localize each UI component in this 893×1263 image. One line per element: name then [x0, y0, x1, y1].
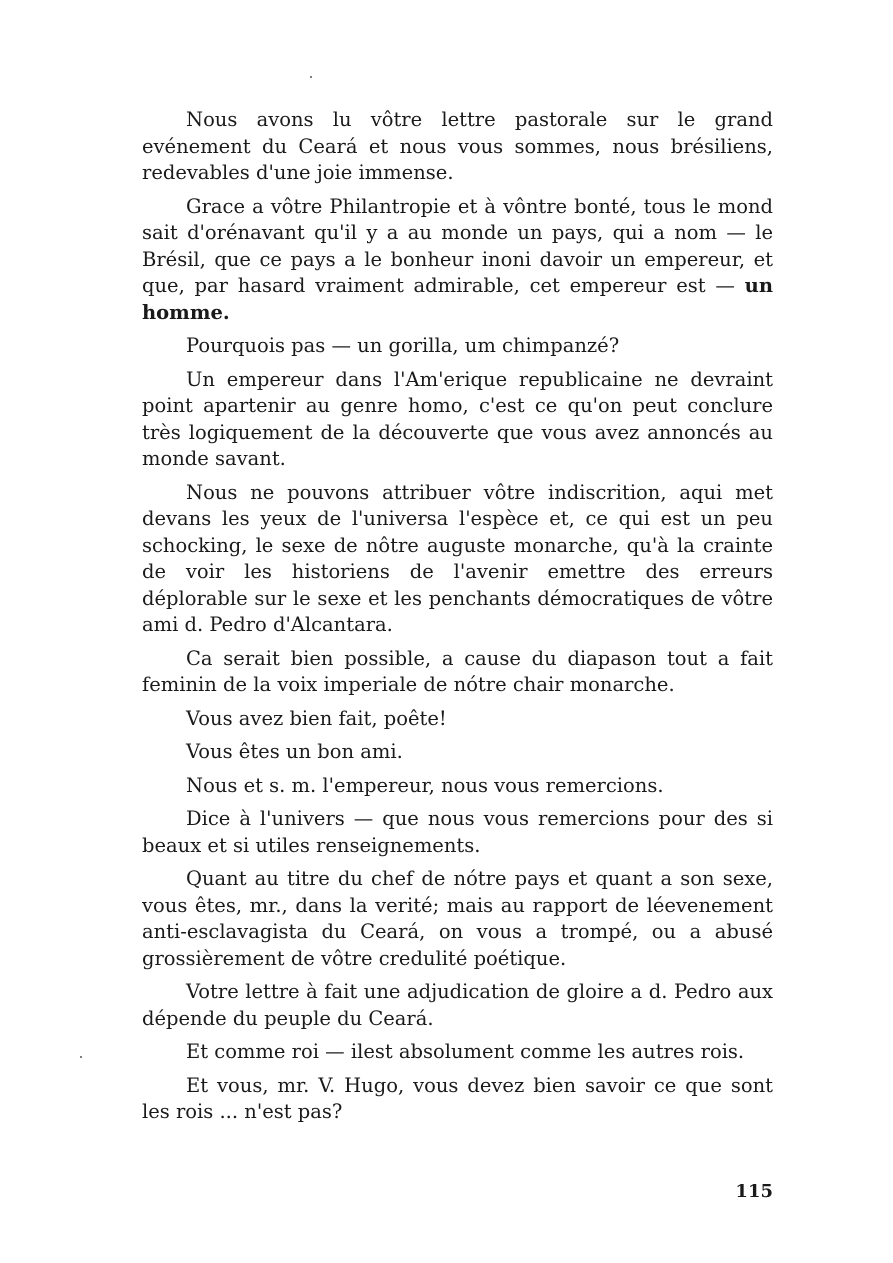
- paragraph-1: Nous avons lu vôtre lettre pastorale sur le grand evénement du Ceará et nous vous sommes, nous brésiliens, redevables d'une joie immense.: [142, 108, 773, 184]
- scan-speck: [80, 1056, 82, 1058]
- paragraph-4: Un empereur dans l'Am'erique republicaine ne devraint point apartenir au genre homo, c'est ce qu'on peut conclure très logiquement de la découverte que vous avez annoncés au monde savant.: [142, 367, 773, 470]
- paragraph-11: Quant au titre du chef de nótre pays et quant a son sexe, vous êtes, mr., dans la verité; mais au rapport de léevenement anti-esclavagista du Ceará, on vous a trompé, ou a abusé grossièrement de vôtre credulité poétique.: [142, 867, 773, 970]
- paragraph-7: Vous avez bien fait, poête!: [186, 706, 447, 730]
- paragraph-14: Et vous, mr. V. Hugo, vous devez bien savoir ce que sont les rois ... n'est pas?: [142, 1073, 773, 1123]
- body-text: [142, 107, 773, 1133]
- paragraph-12: Votre lettre à fait une adjudication de gloire a d. Pedro aux dépende du peuple du Ceará.: [142, 980, 773, 1030]
- paragraph-5: Nous ne pouvons attribuer vôtre indiscrition, aqui met devans les yeux de l'universa l'espèce et, ce qui est un peu schocking, le sexe de nôtre auguste monarche, qu'à la crainte de voir les historiens de l'avenir emettre des erreurs déplorable sur le sexe et les penchants démocratiques de vôtre ami d. Pedro d'Alcantara.: [142, 480, 773, 636]
- paragraph-9: Nous et s. m. l'empereur, nous vous remercions.: [186, 773, 664, 797]
- paragraph-2: [142, 194, 773, 327]
- emphasis-text: un homme.: [142, 274, 773, 324]
- paragraph-3: Pourquois pas — un gorilla, um chimpanzé?: [186, 334, 620, 357]
- paragraph-6: Ca serait bien possible, a cause du diapason tout a fait feminin de la voix imperiale de nótre chair monarche.: [142, 646, 773, 696]
- paragraph-2-text: Grace a vôtre Philantropie et à vôntre bonté, tous le mond sait d'orénavant qu'il y a au monde un pays, qui a nom — le Brésil, que ce pays a le bonheur inoni davoir un empereur, et que, par hasard vraiment admirable, cet empereur est —: [142, 194, 773, 297]
- scan-speck: [310, 76, 312, 78]
- paragraph-8: Vous êtes un bon ami.: [186, 740, 403, 763]
- paragraph-13: Et comme roi — ilest absolument comme les autres rois.: [186, 1040, 745, 1063]
- paragraph-10: Dice à l'univers — que nous vous remercions pour des si beaux et si utiles renseignements.: [142, 807, 773, 857]
- page-number: 115: [735, 1181, 773, 1202]
